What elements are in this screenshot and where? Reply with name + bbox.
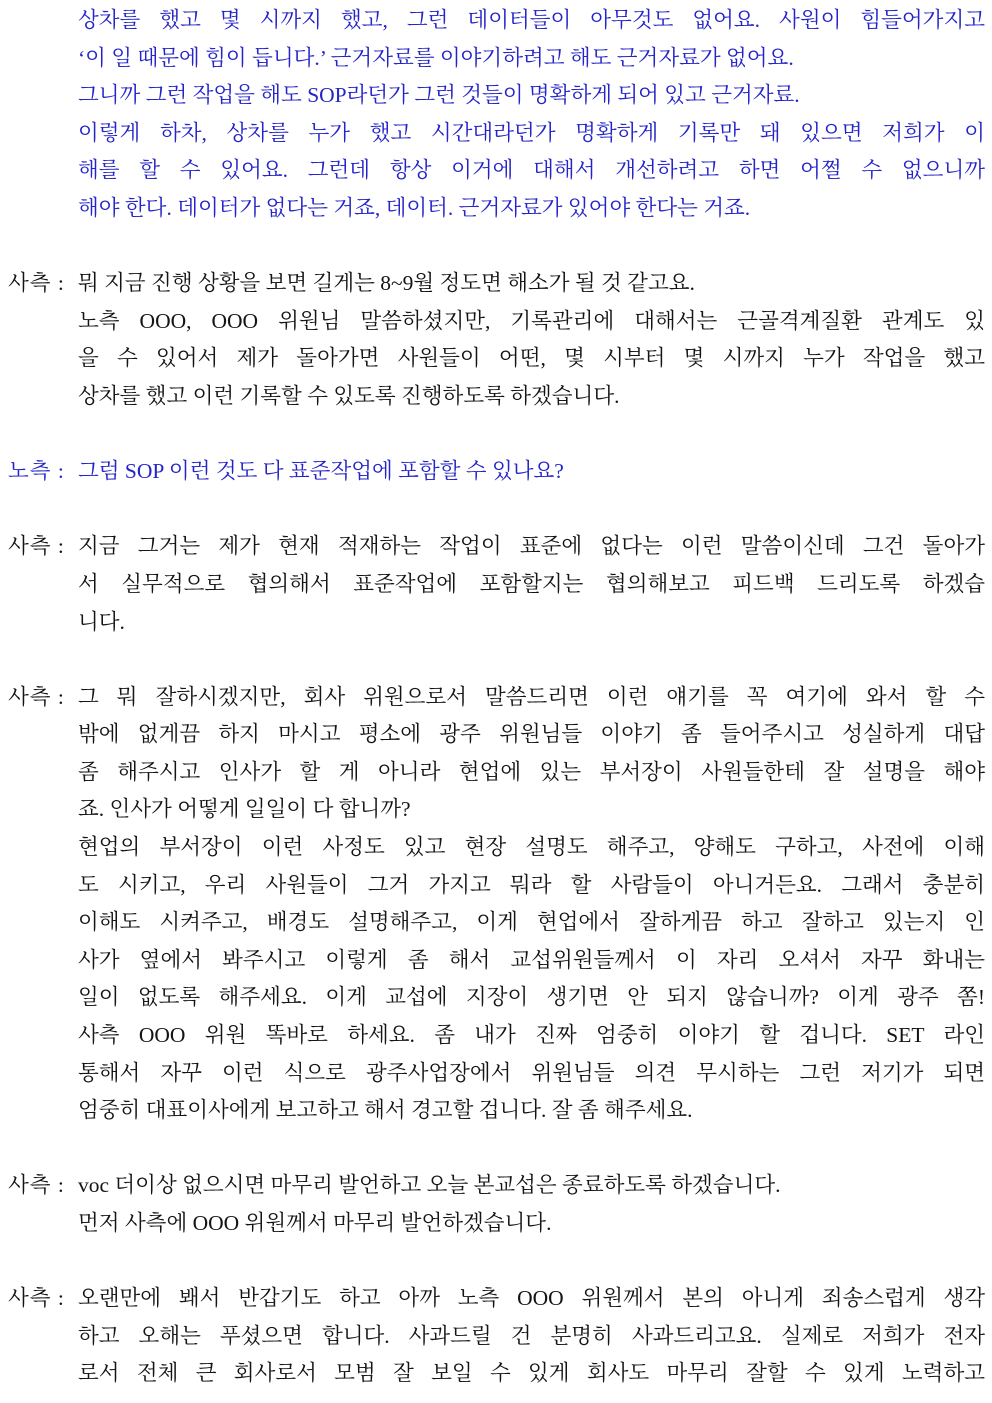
speech-line: 사측 OOO 위원 똑바로 하세요. 좀 내가 진짜 엄중히 이야기 할 겁니다. SET 라인 (78, 1023, 985, 1048)
speech-lines (78, 2, 985, 228)
speech-line: 해를 할 수 있어요. 그런데 항상 이거에 대해서 개선하려고 하면 어쩔 수 없으니까 (78, 158, 985, 183)
speech-line: 이해도 시켜주고, 배경도 설명해주고, 이게 현업에서 잘하게끔 하고 잘하고 있는지 인 (78, 910, 985, 935)
speech-line: 사가 옆에서 봐주시고 이렇게 좀 해서 교섭위원들께서 이 자리 오셔서 자꾸 화내는 (78, 947, 985, 972)
speech-line: 로서 전체 큰 회사로서 모범 잘 보일 수 있게 회사도 마무리 잘할 수 있게 노력하고 (78, 1361, 985, 1386)
speech-paragraph-사측 (8, 1280, 985, 1393)
speech-lines (78, 1167, 985, 1242)
speech-line: ‘이 일 때문에 힘이 듭니다.’ 근거자료를 이야기하려고 해도 근거자료가 없어요. (78, 45, 794, 70)
speech-paragraph-사측 (8, 265, 985, 415)
speech-line: 도 시키고, 우리 사원들이 그거 가지고 뭐라 할 사람들이 아니거든요. 그래서 충분히 (78, 872, 985, 897)
speech-line: 그 뭐 잘하시겠지만, 회사 위원으로서 말씀드리면 이런 얘기를 꼭 여기에 와서 할 수 (78, 684, 985, 709)
speech-line: 을 수 있어서 제가 돌아가면 사원들이 어떤, 몇 시부터 몇 시까지 누가 작업을 했고 (78, 346, 985, 371)
speech-line: 하고 오해는 푸셨으면 합니다. 사과드릴 건 분명히 사과드리고요. 실제로 저희가 전자 (78, 1323, 985, 1348)
speech-paragraph-continuation (8, 2, 985, 228)
speech-line: 노측 OOO, OOO 위원님 말씀하셨지만, 기록관리에 대해서는 근골격계질환 관계도 있 (78, 308, 985, 333)
speech-line: 통해서 자꾸 이런 식으로 광주사업장에서 위원님들 의견 무시하는 그런 저기가 되면 (78, 1060, 985, 1085)
speech-paragraph-사측 (8, 679, 985, 1130)
speech-line: 뭐 지금 진행 상황을 보면 길게는 8~9월 정도면 해소가 될 것 같고요. (78, 271, 695, 296)
speech-line: 상차를 했고 몇 시까지 했고, 그런 데이터들이 아무것도 없어요. 사원이 힘들어가지고 (78, 8, 985, 32)
speaker-label: 사측 : (8, 684, 65, 709)
speech-line: 엄중히 대표이사에게 보고하고 해서 경고할 겁니다. 잘 좀 해주세요. (78, 1098, 693, 1123)
speaker-label: 사측 : (8, 1286, 65, 1311)
speech-line: 밖에 없게끔 하지 마시고 평소에 광주 위원님들 이야기 좀 들어주시고 성실하게 대답 (78, 722, 985, 747)
speech-lines (78, 265, 985, 415)
speech-lines (78, 1280, 985, 1393)
speaker-label: 노측 : (8, 459, 65, 484)
speech-line: 좀 해주시고 인사가 할 게 아니라 현업에 있는 부서장이 사원들한테 잘 설명을 해야 (78, 759, 985, 784)
speech-line: 서 실무적으로 협의해서 표준작업에 포함할지는 협의해보고 피드백 드리도록 하겠습 (78, 571, 985, 596)
speech-line: 해야 한다. 데이터가 없다는 거죠, 데이터. 근거자료가 있어야 한다는 거죠. (78, 195, 751, 220)
speaker-label: 사측 : (8, 1173, 65, 1198)
speech-line: voc 더이상 없으시면 마무리 발언하고 오늘 본교섭은 종료하도록 하겠습니다. (78, 1173, 781, 1198)
speaker-label: 사측 : (8, 271, 65, 296)
speech-lines (78, 679, 985, 1130)
speech-line: 그니까 그런 작업을 해도 SOP라던가 그런 것들이 명확하게 되어 있고 근거자료. (78, 83, 800, 108)
speech-line: 현업의 부서장이 이런 사정도 있고 현장 설명도 해주고, 양해도 구하고, 사전에 이해 (78, 835, 985, 860)
speech-line: 일이 없도록 해주세요. 이게 교섭에 지장이 생기면 안 되지 않습니까? 이게 광주 쫌! (78, 985, 985, 1010)
speech-line: 이렇게 하차, 상차를 누가 했고 시간대라던가 명확하게 기록만 돼 있으면 저희가 이 (78, 120, 985, 145)
speaker-label: 사측 : (8, 534, 65, 559)
speech-line: 먼저 사측에 OOO 위원께서 마무리 발언하겠습니다. (78, 1211, 552, 1235)
speech-line: 지금 그거는 제가 현재 적재하는 작업이 표준에 없다는 이런 말씀이신데 그건 돌아가 (78, 534, 985, 559)
speech-lines (78, 453, 985, 491)
speech-paragraph-사측 (8, 528, 985, 641)
speech-line: 오랜만에 봬서 반갑기도 하고 아까 노측 OOO 위원께서 본의 아니게 죄송스럽게 생각 (78, 1286, 985, 1311)
speech-paragraph-노측 (8, 453, 985, 491)
speech-line: 상차를 했고 이런 기록할 수 있도록 진행하도록 하겠습니다. (78, 383, 620, 408)
speech-line: 죠. 인사가 어떻게 일일이 다 합니까? (78, 797, 411, 822)
speech-line: 그럼 SOP 이런 것도 다 표준작업에 포함할 수 있나요? (78, 459, 564, 484)
speech-line: 니다. (78, 609, 125, 634)
speech-paragraph-사측 (8, 1167, 985, 1242)
speech-lines (78, 528, 985, 641)
